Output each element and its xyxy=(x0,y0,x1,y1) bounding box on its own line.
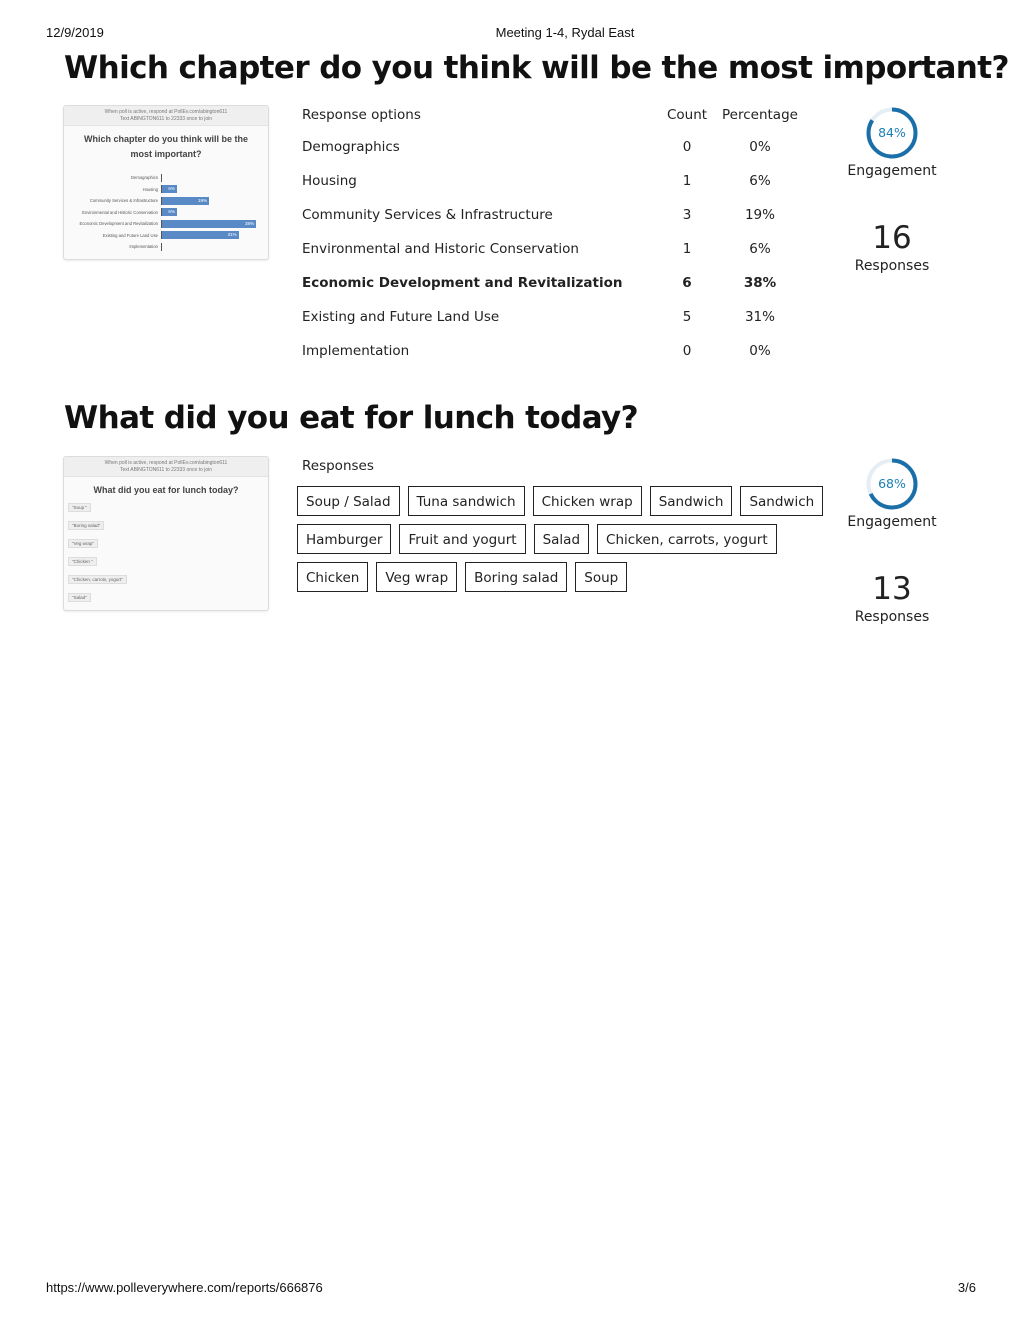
thumb-bar-label: Community Services & Infrastructure xyxy=(89,198,158,204)
thumb-bar-row xyxy=(68,230,256,242)
poll1-response-count: 16 xyxy=(872,220,912,256)
report-url: https://www.polleverywhere.com/reports/666876 xyxy=(46,1280,323,1295)
thumb-bar-row xyxy=(68,195,256,207)
thumb-bar-row xyxy=(68,218,256,230)
cell-response-option: Existing and Future Land Use xyxy=(302,309,500,325)
response-chip: Soup / Salad xyxy=(297,486,400,516)
table-row xyxy=(302,164,798,198)
cell-response-option: Implementation xyxy=(302,343,410,359)
poll2-engagement-ring xyxy=(865,457,919,511)
poll1-thumbnail xyxy=(63,105,269,260)
table-row xyxy=(302,232,798,266)
thumb-bar: 19% xyxy=(162,197,209,205)
thumb-bar-track xyxy=(161,197,256,205)
table-row xyxy=(302,198,798,232)
thumb-bar-track xyxy=(161,208,256,216)
thumb-bar: 38% xyxy=(162,220,256,228)
thumb-list-item: "Veg wrap" xyxy=(68,539,98,548)
print-date: 12/9/2019 xyxy=(46,25,104,40)
cell-count: 0 xyxy=(682,343,692,359)
poll2-thumbnail-instructions xyxy=(64,457,268,477)
cell-percentage: 31% xyxy=(744,309,775,325)
table-row xyxy=(302,130,798,164)
thumb-list-item: "Boring salad" xyxy=(68,521,104,530)
cell-percentage: 6% xyxy=(749,173,771,189)
header-percentage: Percentage xyxy=(722,107,798,123)
thumb-instruction-text: Text ABINGTON611 to 22333 once to join xyxy=(119,467,213,473)
response-chip: Tuna sandwich xyxy=(408,486,525,516)
thumb-bar-label: Economic Development and Revitalization xyxy=(79,221,158,227)
cell-percentage: 0% xyxy=(749,139,771,155)
thumb-list-item: "Soup " xyxy=(68,503,91,512)
table-row xyxy=(302,334,798,368)
thumb-bar-track xyxy=(161,243,256,251)
cell-response-option: Environmental and Historic Conservation xyxy=(302,241,579,257)
thumb-bar: 6% xyxy=(162,185,177,193)
thumb-bar-label: Implementation xyxy=(129,244,158,250)
cell-count: 3 xyxy=(682,207,692,223)
response-chip: Chicken wrap xyxy=(533,486,642,516)
poll2-response-count: 13 xyxy=(872,571,912,607)
response-chip: Sandwich xyxy=(650,486,733,516)
thumb-bar: 31% xyxy=(162,231,239,239)
response-chip: Veg wrap xyxy=(376,562,457,592)
poll1-title: Which chapter do you think will be the most important? xyxy=(64,50,1009,86)
thumb-bar-track xyxy=(161,174,256,182)
page-number: 3/6 xyxy=(957,1280,976,1295)
table-row xyxy=(302,266,798,300)
thumb-bar-label: Existing and Future Land Use xyxy=(102,232,158,238)
thumb-bar-row xyxy=(68,172,256,184)
poll1-engagement-label: Engagement xyxy=(847,163,937,179)
cell-response-option: Economic Development and Revitalization xyxy=(302,275,623,291)
cell-percentage: 6% xyxy=(749,241,771,257)
response-chip: Sandwich xyxy=(740,486,823,516)
response-chip: Hamburger xyxy=(297,524,391,554)
poll2-engagement-label: Engagement xyxy=(847,514,937,530)
poll2-thumbnail-list xyxy=(68,503,127,611)
cell-response-option: Housing xyxy=(302,173,357,189)
thumb-instruction-text: Text ABINGTON611 to 22333 once to join xyxy=(119,116,213,122)
cell-percentage: 19% xyxy=(744,207,775,223)
poll2-thumbnail xyxy=(63,456,269,611)
thumb-instruction-web: When poll is active, respond at PollEv.com/abington611 xyxy=(104,109,228,115)
thumb-bar-row xyxy=(68,184,256,196)
thumb-bar: 6% xyxy=(162,208,177,216)
poll1-thumbnail-title: Which chapter do you think will be the most important? xyxy=(83,134,248,159)
poll1-thumbnail-instructions xyxy=(64,106,268,126)
response-chip: Soup xyxy=(575,562,627,592)
thumb-bar-label: Housing xyxy=(142,186,158,192)
poll2-responses-header: Responses xyxy=(302,458,374,474)
poll2-engagement-value: 68% xyxy=(878,476,906,491)
print-title: Meeting 1-4, Rydal East xyxy=(495,25,635,40)
thumb-bar-label: Environmental and Historic Conservation xyxy=(82,209,158,215)
poll1-engagement-ring xyxy=(865,106,919,160)
thumb-bar-row xyxy=(68,241,256,253)
header-count: Count xyxy=(666,107,708,123)
poll2-thumbnail-title: What did you eat for lunch today? xyxy=(93,485,239,495)
cell-count: 0 xyxy=(682,139,692,155)
thumb-instruction-web: When poll is active, respond at PollEv.com/abington611 xyxy=(104,460,228,466)
cell-response-option: Demographics xyxy=(302,139,400,155)
cell-count: 6 xyxy=(682,275,692,291)
response-chip: Chicken, carrots, yogurt xyxy=(597,524,777,554)
thumb-bar-track xyxy=(161,185,256,193)
cell-count: 1 xyxy=(682,241,692,257)
thumb-bar-row xyxy=(68,207,256,219)
cell-count: 1 xyxy=(682,173,692,189)
poll1-engagement-value: 84% xyxy=(878,125,906,140)
poll1-thumbnail-chart xyxy=(68,172,256,253)
table-header-row xyxy=(302,100,798,130)
poll2-title: What did you eat for lunch today? xyxy=(64,400,639,436)
thumb-bar-track xyxy=(161,220,256,228)
thumb-list-item: "Chicken, carrots, yogurt" xyxy=(68,575,127,584)
table-row xyxy=(302,300,798,334)
response-chip: Fruit and yogurt xyxy=(399,524,525,554)
response-chip: Boring salad xyxy=(465,562,567,592)
response-chip: Salad xyxy=(534,524,589,554)
poll2-stats xyxy=(842,457,942,625)
response-chip: Chicken xyxy=(297,562,368,592)
thumb-list-item: "Chicken " xyxy=(68,557,97,566)
poll2-responses-label: Responses xyxy=(854,609,930,625)
thumb-bar-track xyxy=(161,231,256,239)
response-chip-row xyxy=(297,486,817,516)
poll1-responses-label: Responses xyxy=(854,258,930,274)
cell-percentage: 38% xyxy=(743,275,777,291)
cell-percentage: 0% xyxy=(749,343,771,359)
response-chip-row xyxy=(297,562,817,592)
poll1-results-table xyxy=(302,100,798,368)
response-chip-row xyxy=(297,524,817,554)
thumb-list-item: "Salad" xyxy=(68,593,91,602)
poll2-response-chips xyxy=(297,486,817,600)
header-response-options: Response options xyxy=(302,107,421,123)
cell-response-option: Community Services & Infrastructure xyxy=(302,207,553,223)
cell-count: 5 xyxy=(682,309,692,325)
poll1-stats xyxy=(842,106,942,274)
thumb-bar-label: Demographics xyxy=(131,175,158,181)
